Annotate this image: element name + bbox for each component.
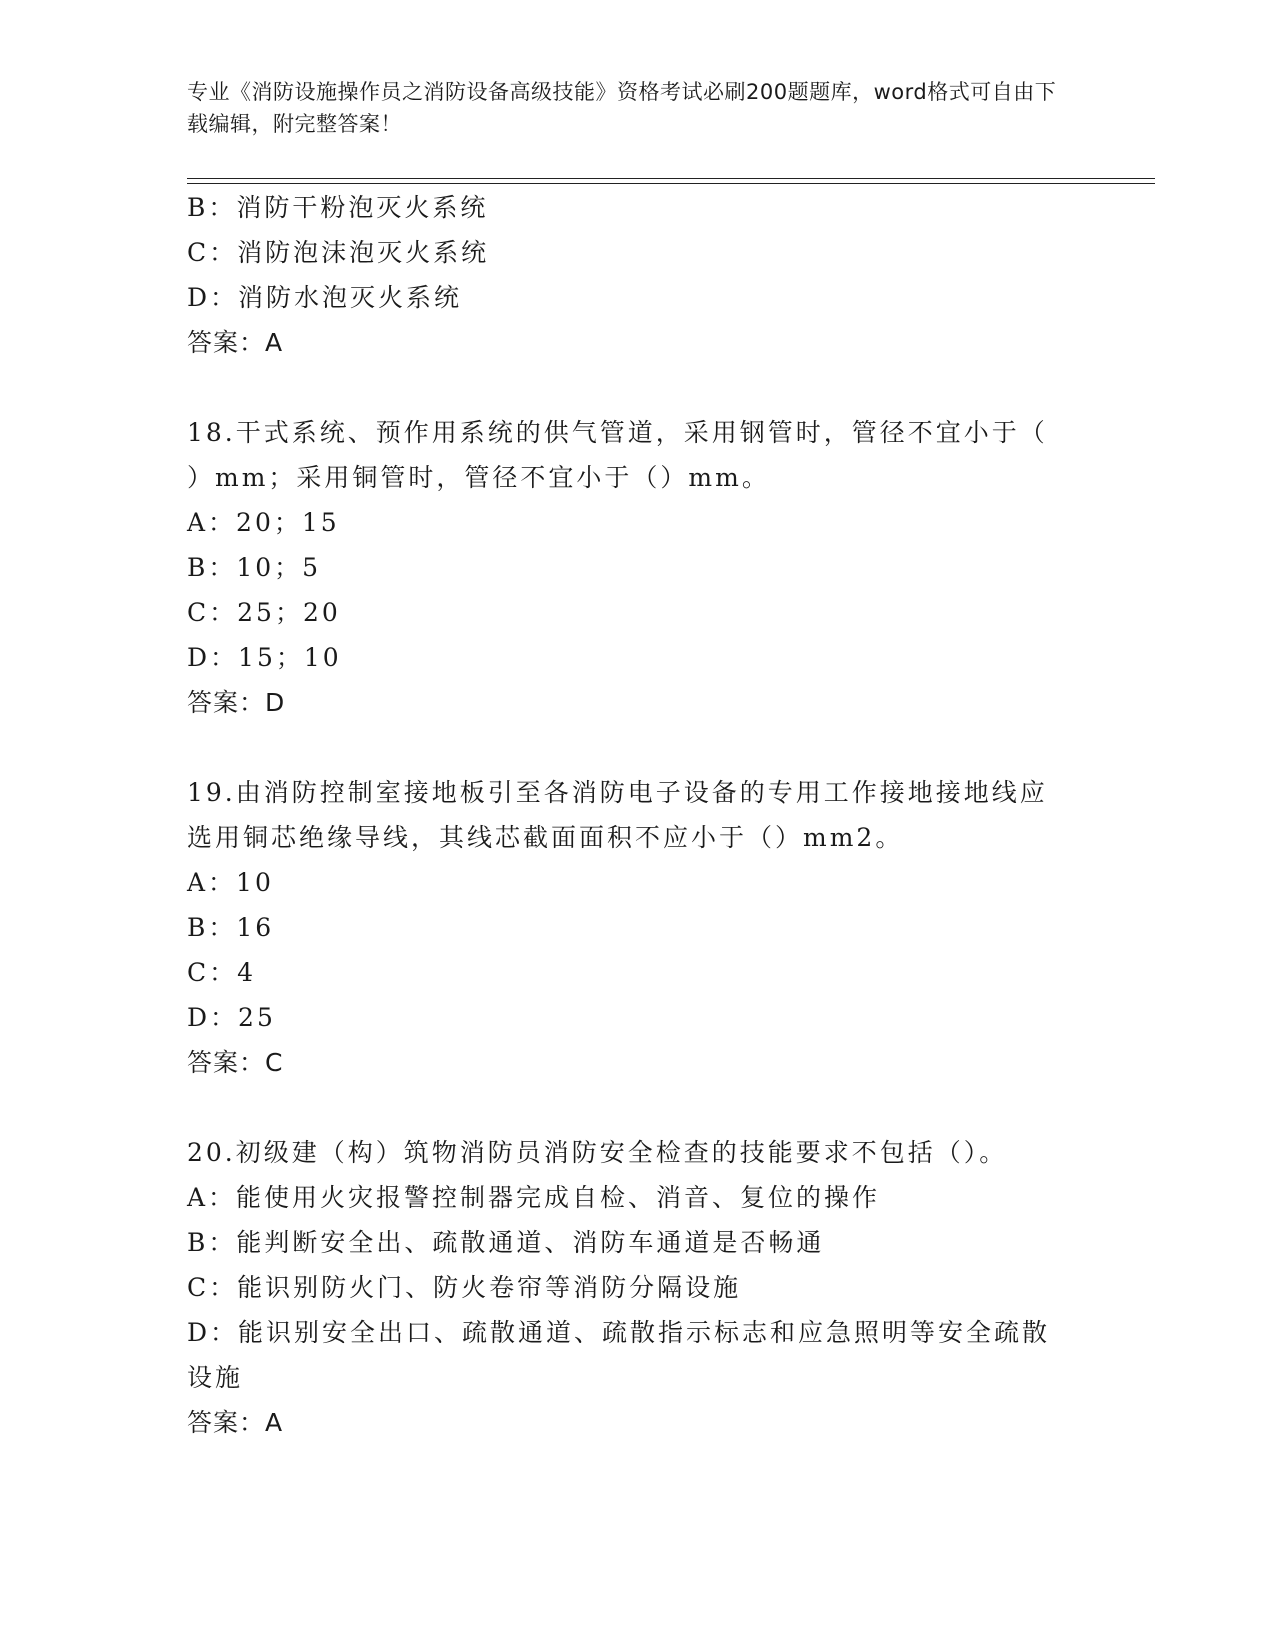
q17-option-c: C：消防泡沫泡灭火系统 [187,238,490,267]
q18-stem-line-1: 18.干式系统、预作用系统的供气管道，采用钢管时，管径不宜小于（ [187,418,1048,447]
q19-option-c: C：4 [187,958,257,987]
document-header: 专业《消防设施操作员之消防设备高级技能》资格考试必刷200题题库，word格式可自由下载编辑，附完整答案！ [187,80,1057,136]
q20-stem-line-1: 20.初级建（构）筑物消防员消防安全检查的技能要求不包括（）。 [187,1138,1008,1167]
q20-option-d-line-2: 设施 [187,1363,244,1392]
header-divider-top [187,178,1155,179]
q17-answer: 答案：A [187,328,284,357]
q19-answer: 答案：C [187,1048,284,1077]
q19-option-b: B：16 [187,913,275,942]
q20-option-a: A：能使用火灾报警控制器完成自检、消音、复位的操作 [187,1183,881,1212]
q20-option-c: C：能识别防火门、防火卷帘等消防分隔设施 [187,1273,742,1302]
q17-option-d: D：消防水泡灭火系统 [187,283,463,312]
q17-option-b: B：消防干粉泡灭火系统 [187,193,489,222]
q20-option-b: B：能判断安全出、疏散通道、消防车通道是否畅通 [187,1228,825,1257]
q19-stem-line-1: 19.由消防控制室接地板引至各消防电子设备的专用工作接地接地线应 [187,778,1048,807]
q18-option-c: C：25；20 [187,598,341,627]
q20-option-d-line-1: D：能识别安全出口、疏散通道、疏散指示标志和应急照明等安全疏散 [187,1318,1051,1347]
q19-stem-line-2: 选用铜芯绝缘导线，其线芯截面面积不应小于（）mm2。 [187,823,904,852]
q19-option-d: D：25 [187,1003,276,1032]
q20-answer: 答案：A [187,1408,284,1437]
q18-stem-line-2: ）mm；采用铜管时，管径不宜小于（）mm。 [187,463,770,492]
q18-option-b: B：10；5 [187,553,322,582]
header-divider-bottom [187,183,1155,184]
q19-option-a: A：10 [187,868,274,897]
q18-answer: 答案：D [187,688,286,717]
q18-option-a: A：20；15 [187,508,340,537]
q18-option-d: D：15；10 [187,643,342,672]
